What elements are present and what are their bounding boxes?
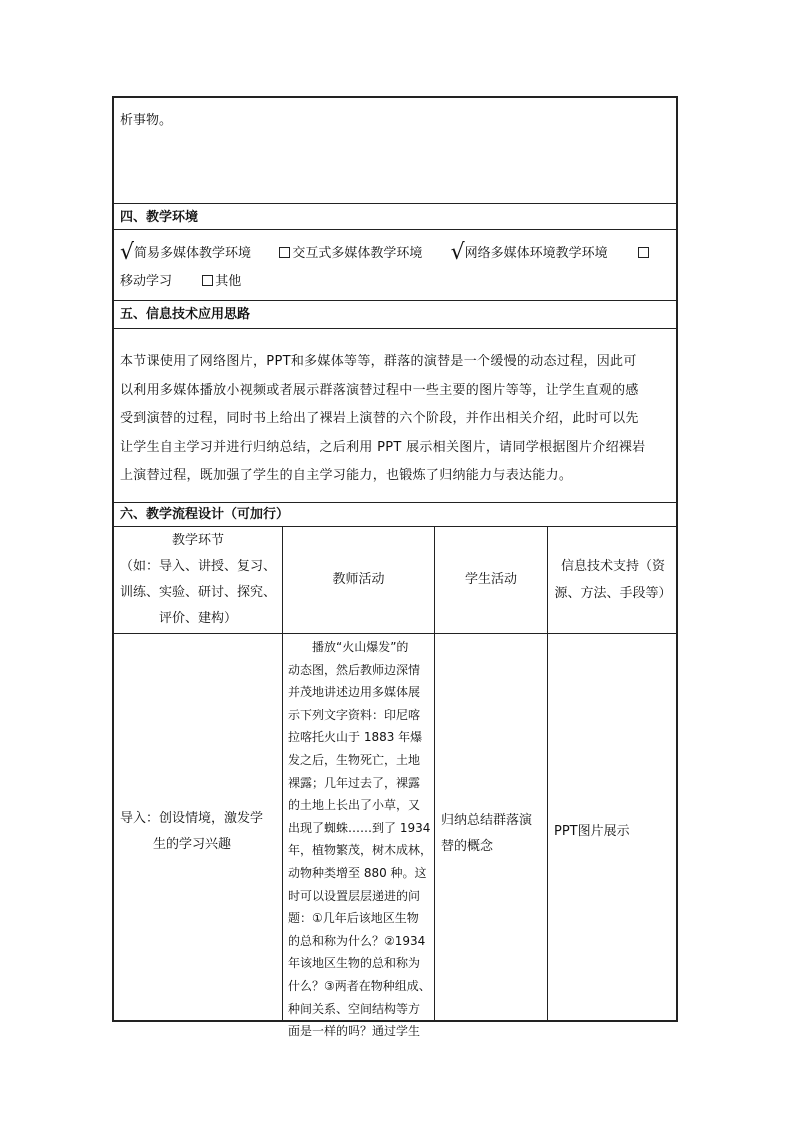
section-heading-it-approach: 五、信息技术应用思路 [120,307,251,322]
divider [114,633,676,634]
checkbox-empty-icon[interactable] [638,247,649,258]
checkmark-icon: √ [120,240,135,265]
divider [114,328,676,329]
section-heading-environment: 四、教学环境 [120,210,199,225]
option-interactive-multimedia[interactable]: 交互式多媒体教学环境 [279,245,422,263]
checkmark-icon: √ [450,240,465,265]
environment-options-line1 [120,240,651,265]
option-network-multimedia[interactable]: √网络多媒体环境教学环境 [450,240,608,265]
option-mobile-learning[interactable]: 移动学习 [120,274,173,289]
divider [114,300,676,301]
divider [114,502,676,503]
header-teacher-activity: 教师活动 [332,572,385,587]
divider [114,203,676,204]
carryover-text: 析事物。 [120,113,173,128]
header-teaching-stage: 教学环节 （如：导入、讲授、复习、 训练、实验、研讨、探究、 评价、建构） [119,533,276,626]
header-it-support: 信息技术支持（资 源、方法、手段等） [554,559,672,601]
option-simple-multimedia[interactable]: √简易多媒体教学环境 [120,240,252,265]
stage-intro: 导入：创设情境，激发学 生的学习兴趣 [120,811,264,852]
divider [114,229,676,230]
environment-options-line2 [120,273,241,291]
teacher-activity-text: 播放“火山爆发”的 动态图，然后教师边深情 并茂地讲述边用多媒体展 示下列文字资料：印尼喀 拉喀托火山于 1883 年爆 发之后，生物死亡，土地 裸露；几年过去了，裸露 的土地上长出了小草，又 出现了蜘蛛……到了 1934 年，植物繁茂，树木成林， 动物种类增至 880 种。这 时可以设置层层递进的问 题：①几年后该地区生物 的总和称为什么？②1934 年该地区生物的总和称为 什么？③两者在物种组成、 种间关系、空间结构等方 面是一样的吗？通过学生 [288,640,433,1039]
option-other[interactable]: 其他 [202,273,241,291]
document-table [112,96,678,1039]
header-student-activity: 学生活动 [464,572,517,587]
it-approach-paragraph: 本节课使用了网络图片，PPT和多媒体等等，群落的演替是一个缓慢的动态过程，因此可 以利用多媒体播放小视频或者展示群落演替过程中一些主要的图片等等，让学生直观的感 受到演替的过程，同时书上给出了裸岩上演替的六个阶段，并作出相关介绍，此时可以先 让学生自主学习并进行归纳总结，之后利用 PPT 展示相关图片，请同学根据图片介绍裸岩 上演替过程，既加强了学生的自主学习能力，也锻炼了归纳能力与表达能力。 [120,354,646,483]
it-support-text: PPT图片展示 [554,824,630,839]
student-activity-text: 归纳总结群落演 替的概念 [441,813,533,854]
checkbox-empty-icon [202,275,213,286]
section-heading-teaching-flow: 六、教学流程设计（可加行） [120,507,290,522]
checkbox-empty-icon [279,247,290,258]
